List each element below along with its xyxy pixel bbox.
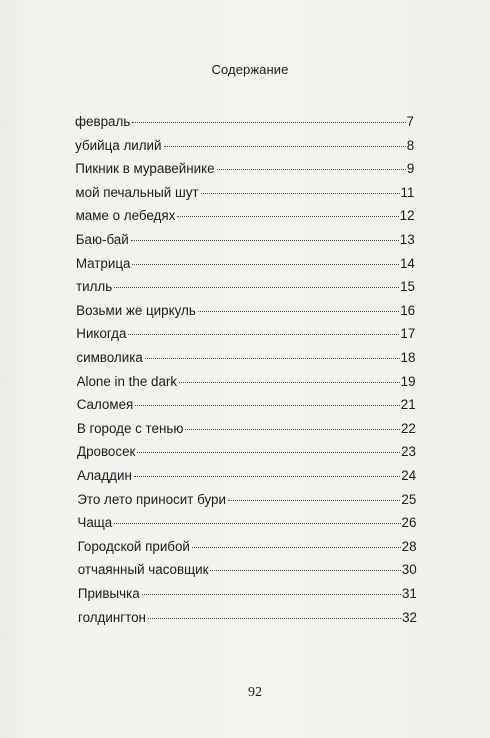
- toc-entry-title: Alone in the dark: [76, 373, 178, 389]
- toc-entry: [75, 136, 414, 156]
- page-title: Содержание: [211, 62, 289, 77]
- page-number: 92: [248, 685, 262, 700]
- toc-entry-page: 11: [400, 184, 415, 200]
- toc-entry: [76, 230, 415, 250]
- toc-leader-dots: [132, 264, 398, 265]
- toc-entry: [75, 183, 414, 203]
- toc-entry-page: 16: [400, 302, 416, 318]
- toc-leader-dots: [217, 169, 406, 170]
- toc-entry-title: Возьми же циркуль: [76, 302, 196, 318]
- toc-entry-title: маме о лебедях: [75, 208, 176, 224]
- toc-entry-title: Саломея: [76, 397, 134, 413]
- toc-entry-title: Никогда: [76, 326, 127, 342]
- toc-leader-dots: [131, 240, 399, 241]
- toc-entry-page: 22: [400, 420, 416, 436]
- toc-entry-title: В городе с тенью: [76, 420, 184, 436]
- toc-entry: [76, 348, 415, 368]
- toc-entry-page: 7: [406, 114, 414, 129]
- toc-leader-dots: [201, 193, 400, 194]
- toc-leader-dots: [192, 547, 401, 548]
- toc-entry-title: символика: [76, 350, 143, 365]
- toc-entry-title: мой печальный шут: [75, 184, 199, 200]
- toc-entry: [75, 112, 414, 132]
- toc-entry: [76, 254, 415, 274]
- toc-entry-title: Чаща: [77, 515, 113, 531]
- toc-entry-page: 17: [400, 326, 416, 342]
- toc-entry-page: 31: [401, 586, 417, 601]
- toc-entry-page: 24: [401, 468, 417, 483]
- toc-leader-dots: [142, 594, 401, 595]
- toc-entry-title: Матрица: [75, 255, 131, 271]
- toc-entry-title: Городской прибой: [77, 538, 190, 554]
- toc-entry-page: 30: [401, 562, 417, 578]
- toc-entry-title: Дровосек: [77, 444, 136, 460]
- toc-entry: [77, 513, 416, 533]
- toc-entry: [78, 608, 417, 628]
- toc-entry: [77, 466, 416, 486]
- toc-leader-dots: [135, 405, 400, 406]
- toc-entry-title: Привычка: [77, 586, 140, 601]
- toc-entry-page: 9: [406, 161, 415, 177]
- toc-leader-dots: [210, 570, 400, 571]
- toc-entry: [76, 301, 415, 321]
- toc-leader-dots: [148, 618, 401, 619]
- toc-entry-page: 23: [401, 444, 416, 460]
- toc-entry: [75, 159, 414, 179]
- toc-entry-page: 26: [401, 515, 417, 531]
- toc-entry-title: тилль: [76, 279, 113, 295]
- toc-leader-dots: [198, 311, 399, 312]
- toc-entry-title: голдингтон: [78, 609, 146, 625]
- toc-leader-dots: [132, 122, 405, 123]
- toc-entry: [77, 395, 416, 415]
- toc-entry-page: 8: [406, 137, 415, 153]
- toc-leader-dots: [145, 358, 400, 359]
- toc-entry-title: февраль: [75, 114, 131, 129]
- toc-entry: [78, 537, 417, 557]
- toc-entry-page: 12: [399, 208, 415, 224]
- toc-entry-page: 28: [401, 538, 417, 554]
- toc-leader-dots: [177, 216, 398, 217]
- toc-entry-page: 18: [400, 350, 416, 365]
- toc-entry: [77, 490, 416, 510]
- toc-leader-dots: [134, 476, 400, 477]
- toc-entry: [78, 560, 417, 580]
- toc-entry-title: убийца лилий: [75, 137, 162, 153]
- toc-entry-title: отчаянный часовщик: [77, 562, 209, 578]
- toc-entry: [76, 324, 415, 344]
- toc-entry-page: 21: [400, 397, 416, 413]
- toc-leader-dots: [164, 146, 406, 147]
- toc-entry: [76, 277, 415, 297]
- toc-entry-page: 15: [400, 279, 415, 295]
- toc-entry: [77, 419, 416, 439]
- toc-entry-title: Аладдин: [77, 468, 132, 483]
- toc-entry: [77, 442, 416, 462]
- toc-leader-dots: [114, 523, 400, 524]
- toc-leader-dots: [137, 452, 400, 453]
- toc-entry-title: Баю-бай: [75, 232, 129, 247]
- toc-entry-page: 32: [402, 609, 417, 625]
- toc-entry: [78, 584, 417, 604]
- toc-entry-title: Пикник в муравейнике: [75, 161, 215, 177]
- toc-leader-dots: [179, 382, 400, 383]
- toc-entry: [77, 372, 416, 392]
- toc-leader-dots: [185, 429, 400, 430]
- toc-entry-page: 19: [400, 373, 416, 389]
- toc-leader-dots: [114, 287, 399, 288]
- toc-leader-dots: [228, 500, 400, 501]
- toc-leader-dots: [128, 334, 399, 335]
- toc-entry-page: 14: [399, 255, 415, 271]
- toc-entry: [76, 206, 415, 226]
- toc-entry-title: Это лето приносит бури: [77, 491, 226, 507]
- toc-entry-page: 13: [399, 232, 415, 247]
- toc-entry-page: 25: [401, 491, 417, 507]
